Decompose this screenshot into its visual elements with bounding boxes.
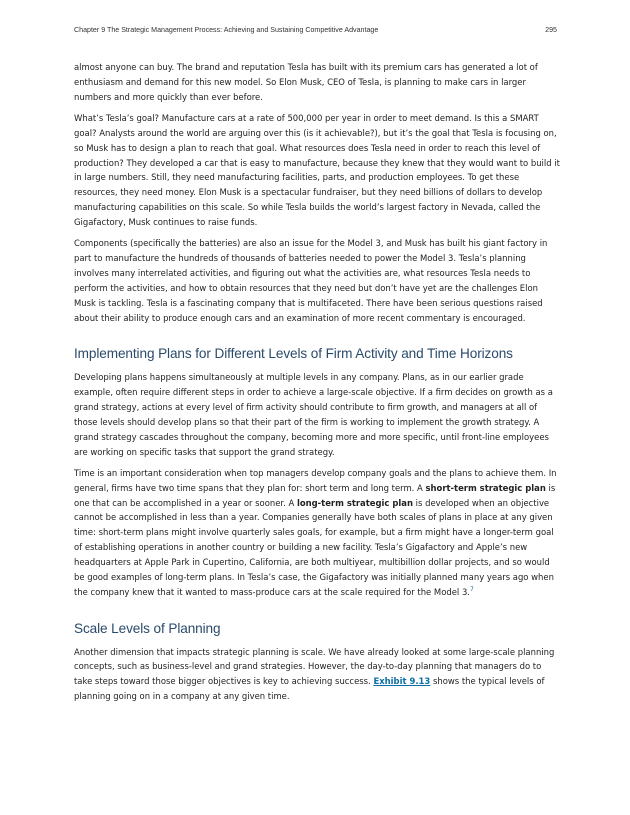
running-header: [74, 26, 557, 38]
term-long-term-strategic-plan: long-term strategic plan: [296, 497, 413, 508]
page-body: [74, 60, 562, 710]
paragraph-5-text-c: is developed when an objective cannot be accomplished in less than a year. Companies generally have both scales of plans in place at any given time: short-term plans might involve quarterly sales goals, for example, but a firm might have a longer-term goal of establishing operations in another country or building a new facility. Tesla’s Gigafactory and Apple’s new headquarters at Apple Park in Cupertino, California, are both multiyear, multibillion dollar projects, and so would be good examples of long-term plans. In Tesla’s case, the Gigafactory was initially planned many years ago when the company knew that it wanted to mass-produce cars at the scale required for the Model 3.: [74, 497, 554, 597]
footnote-link[interactable]: 7: [470, 585, 474, 593]
paragraph-6-text-a: Another dimension that impacts strategic planning is scale. We have already looked at some large-scale planning concepts, such as business-level and grand strategies. However, the day-to-day planning that managers do to take steps toward those bigger objectives is key to achieving success.: [74, 646, 555, 687]
paragraph-6: [74, 645, 562, 704]
paragraph-1: almost anyone can buy. The brand and reputation Tesla has built with its premium cars has generated a lot of enthusiasm and demand for this new model. So Elon Musk, CEO of Tesla, is planning to make cars in larger numbers and more quickly than ever before.: [74, 62, 538, 102]
paragraph-5: [74, 466, 562, 600]
paragraph-4: Developing plans happens simultaneously at multiple levels in any company. Plans, as in our earlier grade example, often require different steps in order to achieve a large-scale objective. If a firm decides on growth as a grand strategy, actions at every level of firm activity should contribute to firm growth, and managers at all of those levels should develop plans so that their part of the firm is working to implement the growth strategy. A grand strategy cascades throughout the company, becoming more and more specific, until front-line employees are working on specific tasks that support the grand strategy.: [74, 372, 553, 457]
exhibit-link[interactable]: Exhibit 9.13: [373, 676, 431, 687]
paragraph-2: What’s Tesla’s goal? Manufacture cars at a rate of 500,000 per year in order to meet demand. Is this a SMART goal? Analysts around the world are arguing over this (is it achievable?), but it’s the goal that Tesla is focusing on, so Musk has to design a plan to reach that goal. What resources does Tesla need in order to reach this level of production? They developed a car that is easy to manufacture, because they knew that they would want to build it in large numbers. Still, they need manufacturing facilities, parts, and production employees. To get these resources, they need money. Elon Musk is a spectacular fundraiser, but they need billions of dollars to develop manufacturing capabilities on this scale. So while Tesla builds the world’s largest factory in Nevada, called the Gigafactory, Musk continues to raise funds.: [74, 113, 560, 227]
paragraph-5-text-a: Time is an important consideration when top managers develop company goals and the plans to achieve them. In general, firms have two time spans that they plan for: short term and long term. A: [74, 467, 557, 493]
term-short-term-strategic-plan: short-term strategic plan: [425, 482, 546, 493]
section-heading-implementing-plans: Implementing Plans for Different Levels of Firm Activity and Time Horizons: [74, 346, 513, 362]
section-heading-scale-levels: Scale Levels of Planning: [74, 620, 221, 636]
page-number: 295: [545, 26, 557, 34]
paragraph-3: Components (specifically the batteries) are also an issue for the Model 3, and Musk has built his giant factory in part to manufacture the hundreds of thousands of batteries needed to power the Model 3. Tesla’s planning involves many interrelated activities, and figuring out what the activities are, what resources Tesla needs to perform the activities, and how to obtain resources that they need but don’t have yet are the challenges Elon Musk is tackling. Tesla is a fascinating company that is multifaceted. There have been serious questions raised about their ability to produce enough cars and an examination of more recent commentary is encouraged.: [74, 238, 548, 323]
paragraph-5-text-b: is one that can be accomplished in a year or sooner. A: [74, 482, 556, 508]
chapter-title: Chapter 9 The Strategic Management Process: Achieving and Sustaining Competitive Advantage: [74, 26, 379, 34]
paragraph-6-text-b: shows the typical levels of planning going on in a company at any given time.: [74, 676, 545, 702]
